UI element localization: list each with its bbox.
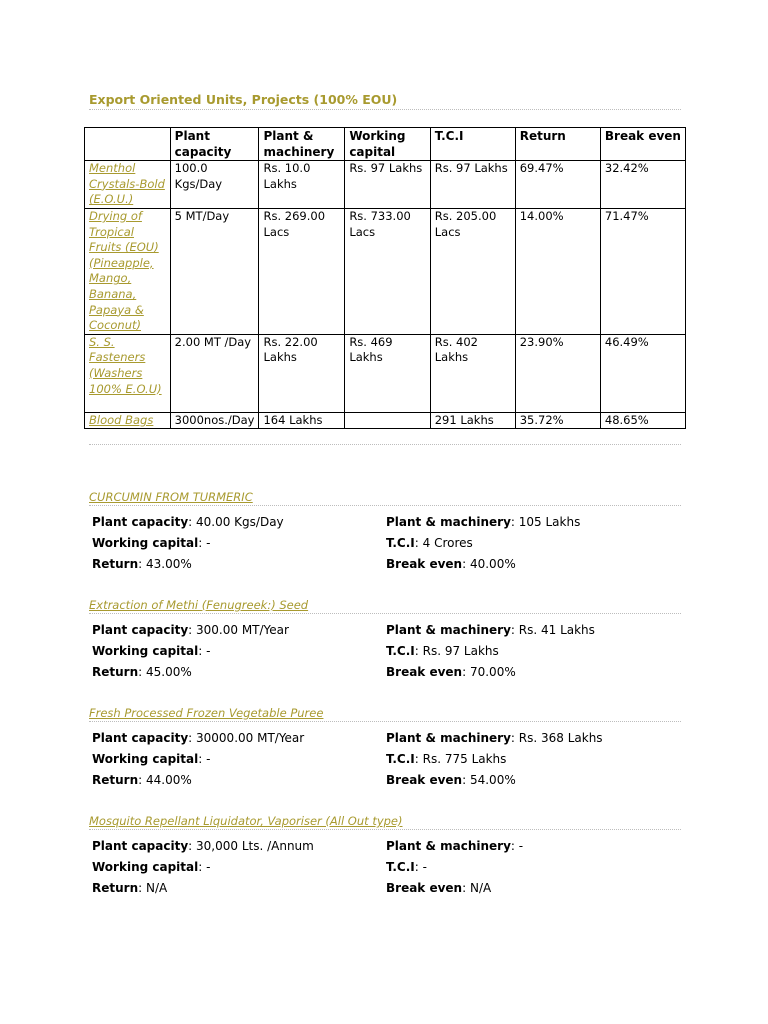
section-title-link[interactable]: Mosquito Repellant Liquidator, Vaporiser (All Out type) <box>89 814 403 828</box>
working-capital-field: Working capital: - <box>92 752 211 766</box>
table-header-cell: Plant & machinery <box>259 128 345 161</box>
break-even-field: Break even: 70.00% <box>386 665 516 679</box>
break-even-value: 70.00% <box>469 665 516 679</box>
table-cell: Rs. 97 Lakhs <box>345 161 430 209</box>
plant-machinery-value: 105 Lakhs <box>518 515 581 529</box>
section-title-link[interactable]: Fresh Processed Frozen Vegetable Puree <box>89 706 324 720</box>
table-row <box>85 161 686 209</box>
table-cell: 5 MT/Day <box>170 208 259 334</box>
tci-value: Rs. 775 Lakhs <box>422 752 507 766</box>
return-value: N/A <box>145 881 168 895</box>
table-cell: Rs. 10.0 Lakhs <box>259 161 345 209</box>
section-divider <box>89 613 681 614</box>
section-divider <box>89 505 681 506</box>
table-cell: 35.72% <box>515 412 600 429</box>
table-cell: 48.65% <box>600 412 685 429</box>
return-field: Return: 43.00% <box>92 557 192 571</box>
working-capital-field: Working capital: - <box>92 536 211 550</box>
return-field: Return: 45.00% <box>92 665 192 679</box>
tci-value: - <box>422 860 427 874</box>
plant-machinery-field: Plant & machinery: Rs. 368 Lakhs <box>386 731 603 745</box>
eou-projects-table <box>84 127 686 429</box>
return-value: 45.00% <box>145 665 192 679</box>
table-header-row <box>85 128 686 161</box>
project-link[interactable]: Blood Bags <box>85 412 171 429</box>
table-cell: Rs. 733.00 Lacs <box>345 208 430 334</box>
working-capital-field: Working capital: - <box>92 644 211 658</box>
project-link[interactable]: S. S. Fasteners (Washers 100% E.O.U) <box>85 334 171 412</box>
table-header-cell: Break even <box>600 128 685 161</box>
plant-capacity-value: 300.00 MT/Year <box>196 623 289 637</box>
break-even-value: 54.00% <box>469 773 516 787</box>
table-header-cell: Return <box>515 128 600 161</box>
break-even-value: 40.00% <box>469 557 516 571</box>
section-divider <box>89 829 681 830</box>
tci-field: T.C.I: 4 Crores <box>386 536 473 550</box>
table-cell: 2.00 MT /Day <box>170 334 259 412</box>
project-link[interactable]: Menthol Crystals-Bold (E.O.U.) <box>85 161 171 209</box>
project-link[interactable]: Drying of Tropical Fruits (EOU) (Pineapple, Mango, Banana, Papaya & Coconut) <box>85 208 171 334</box>
tci-field: T.C.I: Rs. 97 Lakhs <box>386 644 499 658</box>
return-field: Return: N/A <box>92 881 168 895</box>
table-cell: Rs. 22.00 Lakhs <box>259 334 345 412</box>
plant-capacity-value: 30000.00 MT/Year <box>196 731 305 745</box>
table-cell: Rs. 269.00 Lacs <box>259 208 345 334</box>
return-value: 44.00% <box>145 773 192 787</box>
table-row <box>85 208 686 334</box>
table-cell: 46.49% <box>600 334 685 412</box>
section-title-link[interactable]: CURCUMIN FROM TURMERIC <box>89 490 253 504</box>
plant-machinery-value: - <box>518 839 524 853</box>
table-cell <box>345 412 430 429</box>
table-cell: 100.0 Kgs/Day <box>170 161 259 209</box>
working-capital-value: - <box>206 536 211 550</box>
plant-capacity-value: 30,000 Lts. /Annum <box>196 839 314 853</box>
section-divider <box>89 721 681 722</box>
table-cell: Rs. 469 Lakhs <box>345 334 430 412</box>
break-even-field: Break even: 54.00% <box>386 773 516 787</box>
table-header-cell: Working capital <box>345 128 430 161</box>
table-cell: 164 Lakhs <box>259 412 345 429</box>
return-value: 43.00% <box>145 557 192 571</box>
plant-machinery-field: Plant & machinery: 105 Lakhs <box>386 515 581 529</box>
section-title-link[interactable]: Extraction of Methi (Fenugreek:) Seed <box>89 598 309 612</box>
plant-machinery-field: Plant & machinery: - <box>386 839 524 853</box>
working-capital-field: Working capital: - <box>92 860 211 874</box>
tci-value: 4 Crores <box>422 536 473 550</box>
table-row <box>85 334 686 412</box>
table-cell: 71.47% <box>600 208 685 334</box>
table-cell: 3000nos./Day <box>170 412 259 429</box>
table-cell: 14.00% <box>515 208 600 334</box>
table-header-cell: Plant capacity <box>170 128 259 161</box>
plant-machinery-field: Plant & machinery: Rs. 41 Lakhs <box>386 623 595 637</box>
table-row <box>85 412 686 429</box>
table-cell: Rs. 402 Lakhs <box>430 334 515 412</box>
table-cell: 32.42% <box>600 161 685 209</box>
table-cell: 69.47% <box>515 161 600 209</box>
break-even-field: Break even: 40.00% <box>386 557 516 571</box>
table-cell: Rs. 97 Lakhs <box>430 161 515 209</box>
table-header-cell: T.C.I <box>430 128 515 161</box>
return-field: Return: 44.00% <box>92 773 192 787</box>
plant-capacity-field: Plant capacity: 40.00 Kgs/Day <box>92 515 284 529</box>
plant-capacity-field: Plant capacity: 30000.00 MT/Year <box>92 731 305 745</box>
tci-field: T.C.I: Rs. 775 Lakhs <box>386 752 507 766</box>
heading-divider <box>89 109 681 110</box>
plant-capacity-field: Plant capacity: 300.00 MT/Year <box>92 623 289 637</box>
plant-capacity-value: 40.00 Kgs/Day <box>196 515 284 529</box>
plant-machinery-value: Rs. 368 Lakhs <box>518 731 603 745</box>
break-even-field: Break even: N/A <box>386 881 492 895</box>
working-capital-value: - <box>206 860 211 874</box>
tci-value: Rs. 97 Lakhs <box>422 644 499 658</box>
table-cell: Rs. 205.00 Lacs <box>430 208 515 334</box>
break-even-value: N/A <box>469 881 492 895</box>
working-capital-value: - <box>206 644 211 658</box>
table-cell: 23.90% <box>515 334 600 412</box>
working-capital-value: - <box>206 752 211 766</box>
table-cell: 291 Lakhs <box>430 412 515 429</box>
page-heading: Export Oriented Units, Projects (100% EOU) <box>89 92 398 107</box>
tci-field: T.C.I: - <box>386 860 427 874</box>
plant-capacity-field: Plant capacity: 30,000 Lts. /Annum <box>92 839 314 853</box>
table-divider <box>89 444 681 445</box>
table-header-cell <box>85 128 171 161</box>
plant-machinery-value: Rs. 41 Lakhs <box>518 623 595 637</box>
